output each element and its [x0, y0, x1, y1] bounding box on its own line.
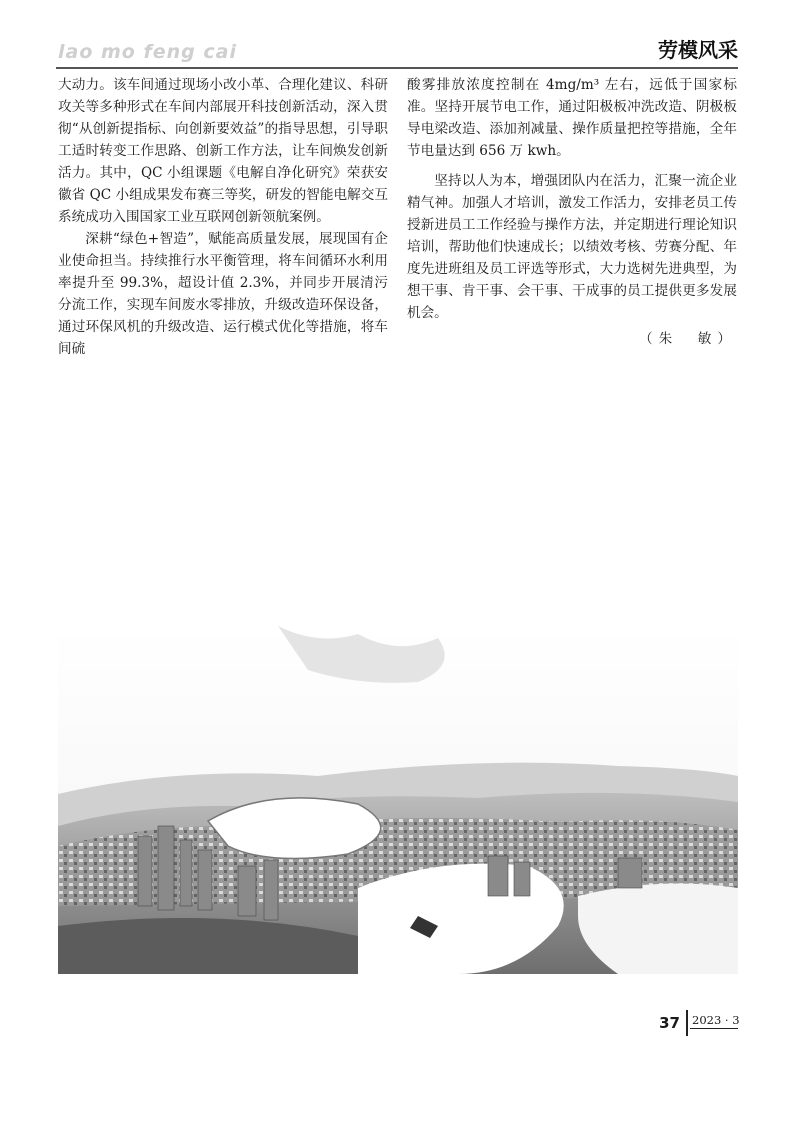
article-paragraph: 大动力。该车间通过现场小改小革、合理化建议、科研攻关等多种形式在车间内部展开科技创新活动，深入贯彻“从创新提指标、向创新要效益”的指导思想，引导职工适时转变工作思路、创新工作方法，让车间焕发创新活力。其中，QC 小组课题《电解自净化研究》荣获安徽省 QC 小组成果发布赛三等奖，研发的智能电解交互系统成功入围国家工业互联网创新领航案例。: [58, 77, 388, 225]
article-right-column: [407, 74, 737, 350]
column-title: 劳模风采: [658, 38, 738, 62]
city-panorama-photo: [58, 626, 738, 974]
article-paragraph: 酸雾排放浓度控制在 4mg/m³ 左右，远低于国家标准。坚持开展节电工作，通过阳极板冲洗改造、阴极板导电梁改造、添加剂减量、操作质量把控等措施，全年节电量达到 656 万 kwh。: [407, 77, 737, 159]
article-left-column: [58, 74, 388, 360]
header-pinyin: lao mo feng cai: [58, 41, 237, 63]
issue-underline: [690, 1028, 738, 1029]
header-divider: [56, 67, 738, 69]
article-paragraph: 坚持以人为本，增强团队内在活力，汇聚一流企业精气神。加强人才培训，激发工作活力，安排老员工传授新进员工工作经验与操作方法，并定期进行理论知识培训，帮助他们快速成长；以绩效考核、劳赛分配、年度先进班组及员工评选等形式，大力选树先进典型，为想干事、肯干事、会干事、干成事的员工提供更多发展机会。: [407, 173, 737, 321]
issue-label: 2023 · 3: [692, 1013, 740, 1027]
author-signature: （朱 敏）: [639, 331, 737, 347]
article-paragraph: 深耕“绿色+智造”，赋能高质量发展，展现国有企业使命担当。持续推行水平衡管理，将车间循环水利用率提升至 99.3%，超设计值 2.3%，并同步开展清污分流工作，实现车间废水零排放，升级改造环保设备，通过环保风机的升级改造、运行模式优化等措施，将车间硫: [58, 231, 388, 357]
page-number-divider: [686, 1010, 688, 1036]
city-panorama-illustration: [58, 626, 738, 974]
page-number: 37: [659, 1014, 680, 1032]
